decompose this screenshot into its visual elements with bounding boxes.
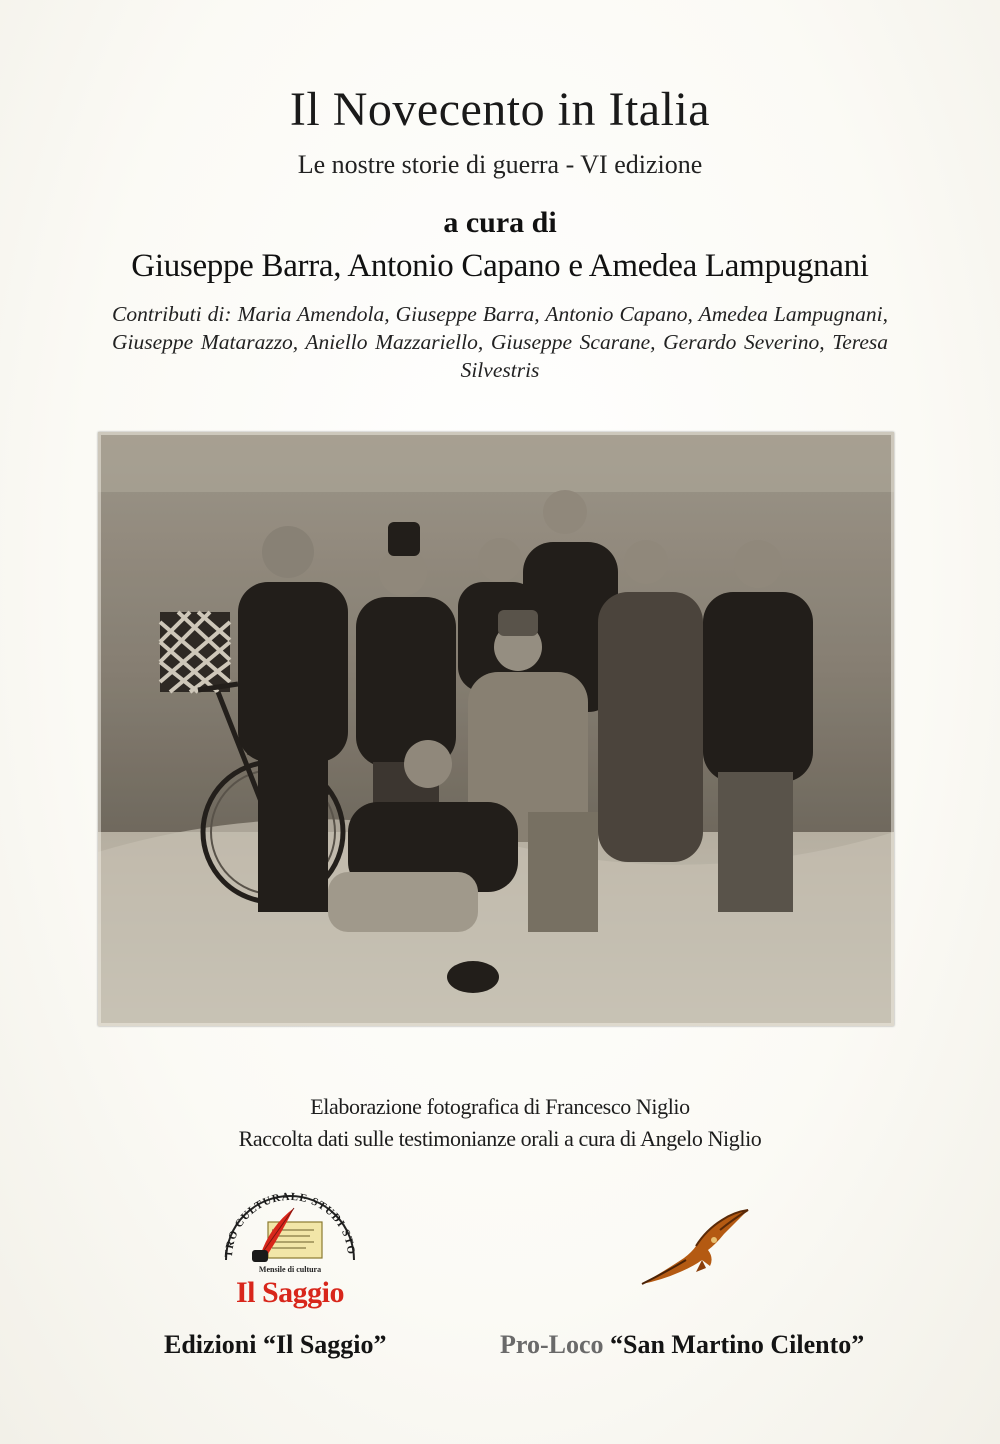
saggio-logo-name: Il Saggio [235,1276,345,1309]
contributors-paragraph: Contributi di: Maria Amendola, Giuseppe Barra, Antonio Capano, Amedea Lampugnani, Giuseppe Matarazzo, Aniello Mazzariello, Giuseppe Scarane, Gerardo Severino, Teresa Silvestris [112,302,888,382]
book-title: Il Novecento in Italia [289,83,711,136]
svg-text:CENTRO CULTURALE STUDI STORICI: TRO CULTURALE STUDI STO [222,1190,358,1258]
curated-by-label: a cura di [443,206,557,239]
book-subtitle: Le nostre storie di guerra - VI edizione [297,150,703,179]
editors-line: Giuseppe Barra, Antonio Capano e Amedea Lampugnani [131,248,869,284]
kite-bird-icon [636,1200,756,1300]
quill-and-scroll-icon [210,1186,370,1276]
publisher-name: Edizioni “Il Saggio” [164,1330,387,1359]
photo-credit: Elaborazione fotografica di Francesco Niglio [310,1094,690,1119]
proloco-logo [636,1200,756,1300]
proloco-place: “San Martino Cilento” [610,1330,865,1359]
saggio-tagline: Mensile di cultura [258,1265,322,1274]
il-saggio-logo [210,1186,370,1316]
oral-testimony-credit: Raccolta dati sulle testimonianze orali a cura di Angelo Niglio [238,1126,762,1151]
proloco-name [500,1330,864,1360]
cover-photo-soldiers [98,432,894,1026]
proloco-prefix: Pro-Loco [500,1330,604,1359]
